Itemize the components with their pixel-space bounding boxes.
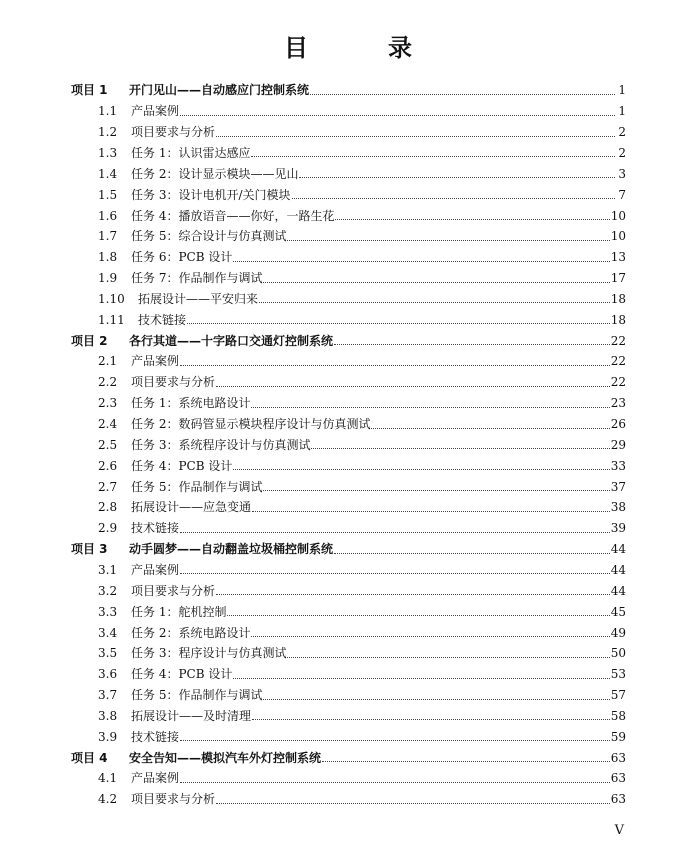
dot-leader bbox=[233, 469, 609, 470]
entry-page-number: 18 bbox=[610, 312, 626, 327]
entry-title: 任务 2：设计显示模块——见山 bbox=[131, 166, 299, 181]
dot-leader bbox=[259, 302, 610, 303]
entry-title: 拓展设计——应急变通 bbox=[131, 500, 252, 515]
dot-leader bbox=[187, 323, 610, 324]
entry-number: 3.6 bbox=[98, 667, 118, 682]
dot-leader bbox=[216, 386, 610, 387]
dot-leader bbox=[252, 511, 610, 512]
entry-number: 3.8 bbox=[98, 708, 118, 723]
dot-leader bbox=[251, 636, 609, 637]
toc-section-entry[interactable] bbox=[98, 393, 626, 414]
entry-number: 2.4 bbox=[98, 417, 118, 432]
dot-leader bbox=[322, 761, 610, 762]
dot-leader bbox=[216, 803, 610, 804]
entry-number: 1.5 bbox=[98, 187, 118, 202]
toc-section-entry[interactable] bbox=[98, 518, 626, 539]
entry-title: 拓展设计——平安归来 bbox=[138, 291, 259, 306]
entry-title: 拓展设计——及时清理 bbox=[131, 708, 252, 723]
entry-page-number: 57 bbox=[610, 688, 626, 703]
entry-page-number: 29 bbox=[610, 437, 626, 452]
entry-title: 任务 5：作品制作与调试 bbox=[131, 479, 263, 494]
toc-section-entry[interactable] bbox=[98, 101, 626, 122]
dot-leader bbox=[335, 219, 609, 220]
entry-page-number: 17 bbox=[610, 271, 626, 286]
entry-title: 任务 2：数码管显示模块程序设计与仿真测试 bbox=[131, 417, 371, 432]
entry-page-number: 59 bbox=[610, 729, 626, 744]
entry-number: 1.10 bbox=[98, 291, 125, 306]
page-title: 目 录 bbox=[284, 34, 440, 62]
entry-number: 2.3 bbox=[98, 396, 118, 411]
toc-section-entry[interactable] bbox=[98, 455, 626, 476]
entry-number: 1.1 bbox=[98, 104, 118, 119]
toc-section-entry[interactable] bbox=[98, 685, 626, 706]
entry-title: 项目要求与分析 bbox=[131, 375, 216, 390]
entry-title: 产品案例 bbox=[131, 354, 180, 369]
dot-leader bbox=[287, 240, 609, 241]
entry-title: 技术链接 bbox=[131, 521, 180, 536]
toc-section-entry[interactable] bbox=[98, 768, 626, 789]
entry-page-number: 63 bbox=[610, 771, 626, 786]
toc-section-entry[interactable] bbox=[98, 226, 626, 247]
toc-section-entry[interactable] bbox=[98, 205, 626, 226]
toc-section-entry[interactable] bbox=[98, 726, 626, 747]
entry-number: 项目 4 bbox=[71, 750, 108, 765]
entry-title: 各行其道——十字路口交通灯控制系统 bbox=[129, 333, 334, 348]
toc-section-entry[interactable] bbox=[98, 560, 626, 581]
entry-title: 技术链接 bbox=[138, 312, 187, 327]
entry-page-number: 10 bbox=[610, 229, 626, 244]
entry-page-number: 3 bbox=[618, 166, 626, 181]
entry-number: 3.9 bbox=[98, 729, 118, 744]
toc-chapter-entry[interactable] bbox=[71, 330, 626, 351]
entry-title: 任务 1：认识雷达感应 bbox=[131, 145, 251, 160]
toc-section-entry[interactable] bbox=[98, 163, 626, 184]
toc-chapter-entry[interactable] bbox=[71, 539, 626, 560]
dot-leader bbox=[180, 532, 610, 533]
toc-chapter-entry[interactable] bbox=[71, 747, 626, 768]
entry-number: 2.1 bbox=[98, 354, 118, 369]
entry-number: 3.1 bbox=[98, 562, 118, 577]
entry-page-number: 2 bbox=[618, 125, 626, 140]
dot-leader bbox=[299, 177, 615, 178]
dot-leader bbox=[263, 490, 609, 491]
entry-page-number: 22 bbox=[610, 333, 626, 348]
entry-number: 项目 1 bbox=[71, 83, 108, 98]
entry-title: 任务 3：程序设计与仿真测试 bbox=[131, 646, 287, 661]
dot-leader bbox=[233, 261, 609, 262]
dot-leader bbox=[227, 615, 609, 616]
entry-title: 任务 1：舵机控制 bbox=[131, 604, 227, 619]
toc-section-entry[interactable] bbox=[98, 247, 626, 268]
entry-number: 2.6 bbox=[98, 458, 118, 473]
entry-number: 3.2 bbox=[98, 583, 118, 598]
entry-page-number: 44 bbox=[610, 542, 626, 557]
dot-leader bbox=[216, 136, 615, 137]
entry-page-number: 58 bbox=[610, 708, 626, 723]
dot-leader bbox=[263, 282, 609, 283]
dot-leader bbox=[334, 553, 610, 554]
entry-number: 2.8 bbox=[98, 500, 118, 515]
entry-title: 任务 4：PCB 设计 bbox=[131, 458, 233, 473]
entry-page-number: 39 bbox=[610, 521, 626, 536]
toc-section-entry[interactable] bbox=[98, 622, 626, 643]
entry-number: 3.5 bbox=[98, 646, 118, 661]
entry-number: 1.8 bbox=[98, 250, 118, 265]
entry-number: 1.6 bbox=[98, 208, 118, 223]
dot-leader bbox=[180, 573, 610, 574]
entry-number: 2.2 bbox=[98, 375, 118, 390]
dot-leader bbox=[263, 699, 609, 700]
entry-title: 任务 7：作品制作与调试 bbox=[131, 271, 263, 286]
entry-number: 1.2 bbox=[98, 125, 118, 140]
entry-page-number: 23 bbox=[610, 396, 626, 411]
entry-number: 3.7 bbox=[98, 688, 118, 703]
dot-leader bbox=[180, 782, 610, 783]
entry-number: 3.3 bbox=[98, 604, 118, 619]
toc-section-entry[interactable] bbox=[98, 706, 626, 727]
entry-page-number: 63 bbox=[610, 750, 626, 765]
entry-title: 动手圆梦——自动翻盖垃圾桶控制系统 bbox=[129, 542, 334, 557]
entry-number: 1.9 bbox=[98, 271, 118, 286]
entry-number: 1.3 bbox=[98, 145, 118, 160]
dot-leader bbox=[233, 678, 609, 679]
entry-title: 任务 6：PCB 设计 bbox=[131, 250, 233, 265]
entry-title: 技术链接 bbox=[131, 729, 180, 744]
entry-title: 产品案例 bbox=[131, 771, 180, 786]
toc-section-entry[interactable] bbox=[98, 476, 626, 497]
entry-title: 任务 5：作品制作与调试 bbox=[131, 688, 263, 703]
entry-number: 4.1 bbox=[98, 771, 118, 786]
entry-page-number: 2 bbox=[618, 145, 626, 160]
entry-page-number: 53 bbox=[610, 667, 626, 682]
toc-section-entry[interactable] bbox=[98, 434, 626, 455]
entry-title: 任务 2：系统电路设计 bbox=[131, 625, 251, 640]
toc-section-entry[interactable] bbox=[98, 289, 626, 310]
toc-section-entry[interactable] bbox=[98, 643, 626, 664]
entry-page-number: 26 bbox=[610, 417, 626, 432]
entry-page-number: 7 bbox=[618, 187, 626, 202]
toc-section-entry[interactable] bbox=[98, 664, 626, 685]
entry-page-number: 22 bbox=[610, 375, 626, 390]
toc-section-entry[interactable] bbox=[98, 789, 626, 810]
entry-title: 任务 5：综合设计与仿真测试 bbox=[131, 229, 287, 244]
dot-leader bbox=[216, 594, 610, 595]
toc-section-entry[interactable] bbox=[98, 309, 626, 330]
entry-title: 安全告知——模拟汽车外灯控制系统 bbox=[129, 750, 322, 765]
entry-title: 开门见山——自动感应门控制系统 bbox=[129, 83, 310, 98]
entry-page-number: 13 bbox=[610, 250, 626, 265]
entry-title: 项目要求与分析 bbox=[131, 792, 216, 807]
dot-leader bbox=[180, 115, 615, 116]
toc-section-entry[interactable] bbox=[98, 601, 626, 622]
entry-number: 4.2 bbox=[98, 792, 118, 807]
dot-leader bbox=[310, 94, 615, 95]
entry-page-number: 1 bbox=[618, 104, 626, 119]
toc-section-entry[interactable] bbox=[98, 414, 626, 435]
entry-page-number: 10 bbox=[610, 208, 626, 223]
toc-section-entry[interactable] bbox=[98, 268, 626, 289]
toc-section-entry[interactable] bbox=[98, 122, 626, 143]
toc-section-entry[interactable] bbox=[98, 351, 626, 372]
entry-number: 项目 3 bbox=[71, 542, 108, 557]
dot-leader bbox=[311, 448, 609, 449]
entry-title: 任务 4：播放语音——你好，一路生花 bbox=[131, 208, 335, 223]
entry-page-number: 37 bbox=[610, 479, 626, 494]
entry-number: 3.4 bbox=[98, 625, 118, 640]
dot-leader bbox=[180, 740, 610, 741]
entry-page-number: 45 bbox=[610, 604, 626, 619]
entry-title: 项目要求与分析 bbox=[131, 583, 216, 598]
dot-leader bbox=[251, 407, 609, 408]
toc-section-entry[interactable] bbox=[98, 497, 626, 518]
toc-section-entry[interactable] bbox=[98, 372, 626, 393]
entry-title: 产品案例 bbox=[131, 562, 180, 577]
dot-leader bbox=[334, 344, 610, 345]
entry-page-number: 44 bbox=[610, 583, 626, 598]
toc-chapter-entry[interactable] bbox=[71, 80, 626, 101]
entry-title: 任务 4：PCB 设计 bbox=[131, 667, 233, 682]
entry-number: 1.11 bbox=[98, 312, 125, 327]
toc-section-entry[interactable] bbox=[98, 184, 626, 205]
entry-page-number: 18 bbox=[610, 291, 626, 306]
dot-leader bbox=[292, 198, 616, 199]
entry-title: 项目要求与分析 bbox=[131, 125, 216, 140]
entry-number: 2.7 bbox=[98, 479, 118, 494]
entry-page-number: 50 bbox=[610, 646, 626, 661]
entry-page-number: 22 bbox=[610, 354, 626, 369]
toc-section-entry[interactable] bbox=[98, 580, 626, 601]
entry-page-number: 33 bbox=[610, 458, 626, 473]
entry-title: 产品案例 bbox=[131, 104, 180, 119]
dot-leader bbox=[180, 365, 610, 366]
entry-title: 任务 3：设计电机开/关门模块 bbox=[131, 187, 291, 202]
entry-page-number: 44 bbox=[610, 562, 626, 577]
entry-title: 任务 1：系统电路设计 bbox=[131, 396, 251, 411]
entry-number: 2.9 bbox=[98, 521, 118, 536]
page-number: V bbox=[614, 823, 624, 838]
entry-page-number: 49 bbox=[610, 625, 626, 640]
entry-number: 1.4 bbox=[98, 166, 118, 181]
entry-title: 任务 3：系统程序设计与仿真测试 bbox=[131, 437, 311, 452]
entry-number: 2.5 bbox=[98, 437, 118, 452]
dot-leader bbox=[252, 719, 610, 720]
toc-section-entry[interactable] bbox=[98, 143, 626, 164]
dot-leader bbox=[251, 156, 615, 157]
entry-page-number: 63 bbox=[610, 792, 626, 807]
entry-page-number: 1 bbox=[618, 83, 626, 98]
entry-number: 1.7 bbox=[98, 229, 118, 244]
dot-leader bbox=[371, 428, 609, 429]
entry-number: 项目 2 bbox=[71, 333, 108, 348]
entry-page-number: 38 bbox=[610, 500, 626, 515]
dot-leader bbox=[287, 657, 609, 658]
